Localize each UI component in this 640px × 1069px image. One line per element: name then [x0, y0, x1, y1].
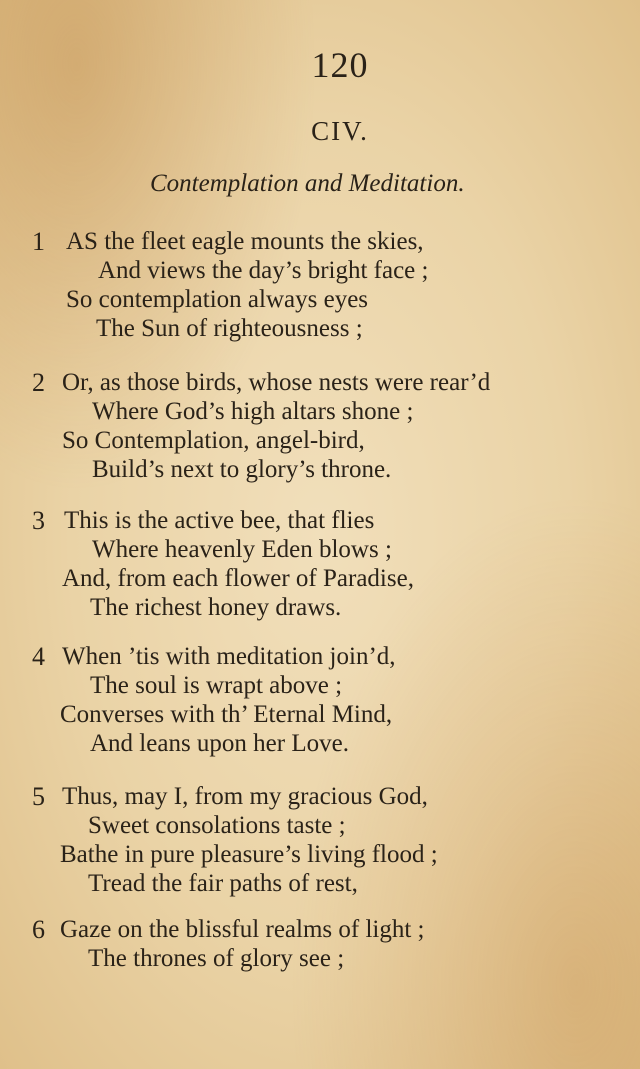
stanza-line: Where God’s high altars shone ;: [92, 398, 414, 425]
stanza-line: And, from each flower of Paradise,: [62, 565, 414, 592]
stanza-line: This is the active bee, that flies: [64, 507, 375, 534]
stanza-line: Bathe in pure pleasure’s living flood ;: [60, 841, 438, 868]
stanza-line: And views the day’s bright face ;: [98, 257, 429, 284]
stanza-line: The richest honey draws.: [90, 594, 342, 621]
stanza-line: So Contemplation, angel-bird,: [62, 427, 365, 454]
stanza-number: 3: [32, 506, 45, 535]
stanza-number: 4: [32, 642, 45, 671]
stanza-number: 5: [32, 782, 45, 811]
page-number: 120: [311, 45, 369, 85]
stanza-line: AS the fleet eagle mounts the skies,: [66, 228, 424, 255]
hymn-number: CIV.: [311, 116, 369, 146]
stanza-line: Build’s next to glory’s throne.: [92, 456, 392, 483]
stanza-line: Converses with th’ Eternal Mind,: [60, 701, 393, 728]
stanza-line: Thus, may I, from my gracious God,: [62, 783, 428, 810]
stanza-line: Sweet consolations taste ;: [88, 812, 346, 839]
stanza-line: And leans upon her Love.: [90, 730, 349, 757]
stanza-line: So contemplation always eyes: [66, 286, 369, 313]
stanza-line: The thrones of glory see ;: [88, 945, 345, 972]
stanza-number: 2: [32, 368, 45, 397]
stanza-line: The soul is wrapt above ;: [90, 672, 343, 699]
stanza-line: When ’tis with meditation join’d,: [62, 643, 396, 670]
stanza-line: Gaze on the blissful realms of light ;: [60, 916, 425, 943]
stanza-number: 6: [32, 915, 45, 944]
hymn-title: Contemplation and Meditation.: [150, 170, 465, 197]
stanza-line: Where heavenly Eden blows ;: [92, 536, 392, 563]
stanza-line: Tread the fair paths of rest,: [88, 870, 358, 897]
stanza-line: The Sun of righteousness ;: [96, 315, 363, 342]
stanza-line: Or, as those birds, whose nests were rear’d: [62, 369, 491, 396]
stanza-number: 1: [32, 227, 45, 256]
